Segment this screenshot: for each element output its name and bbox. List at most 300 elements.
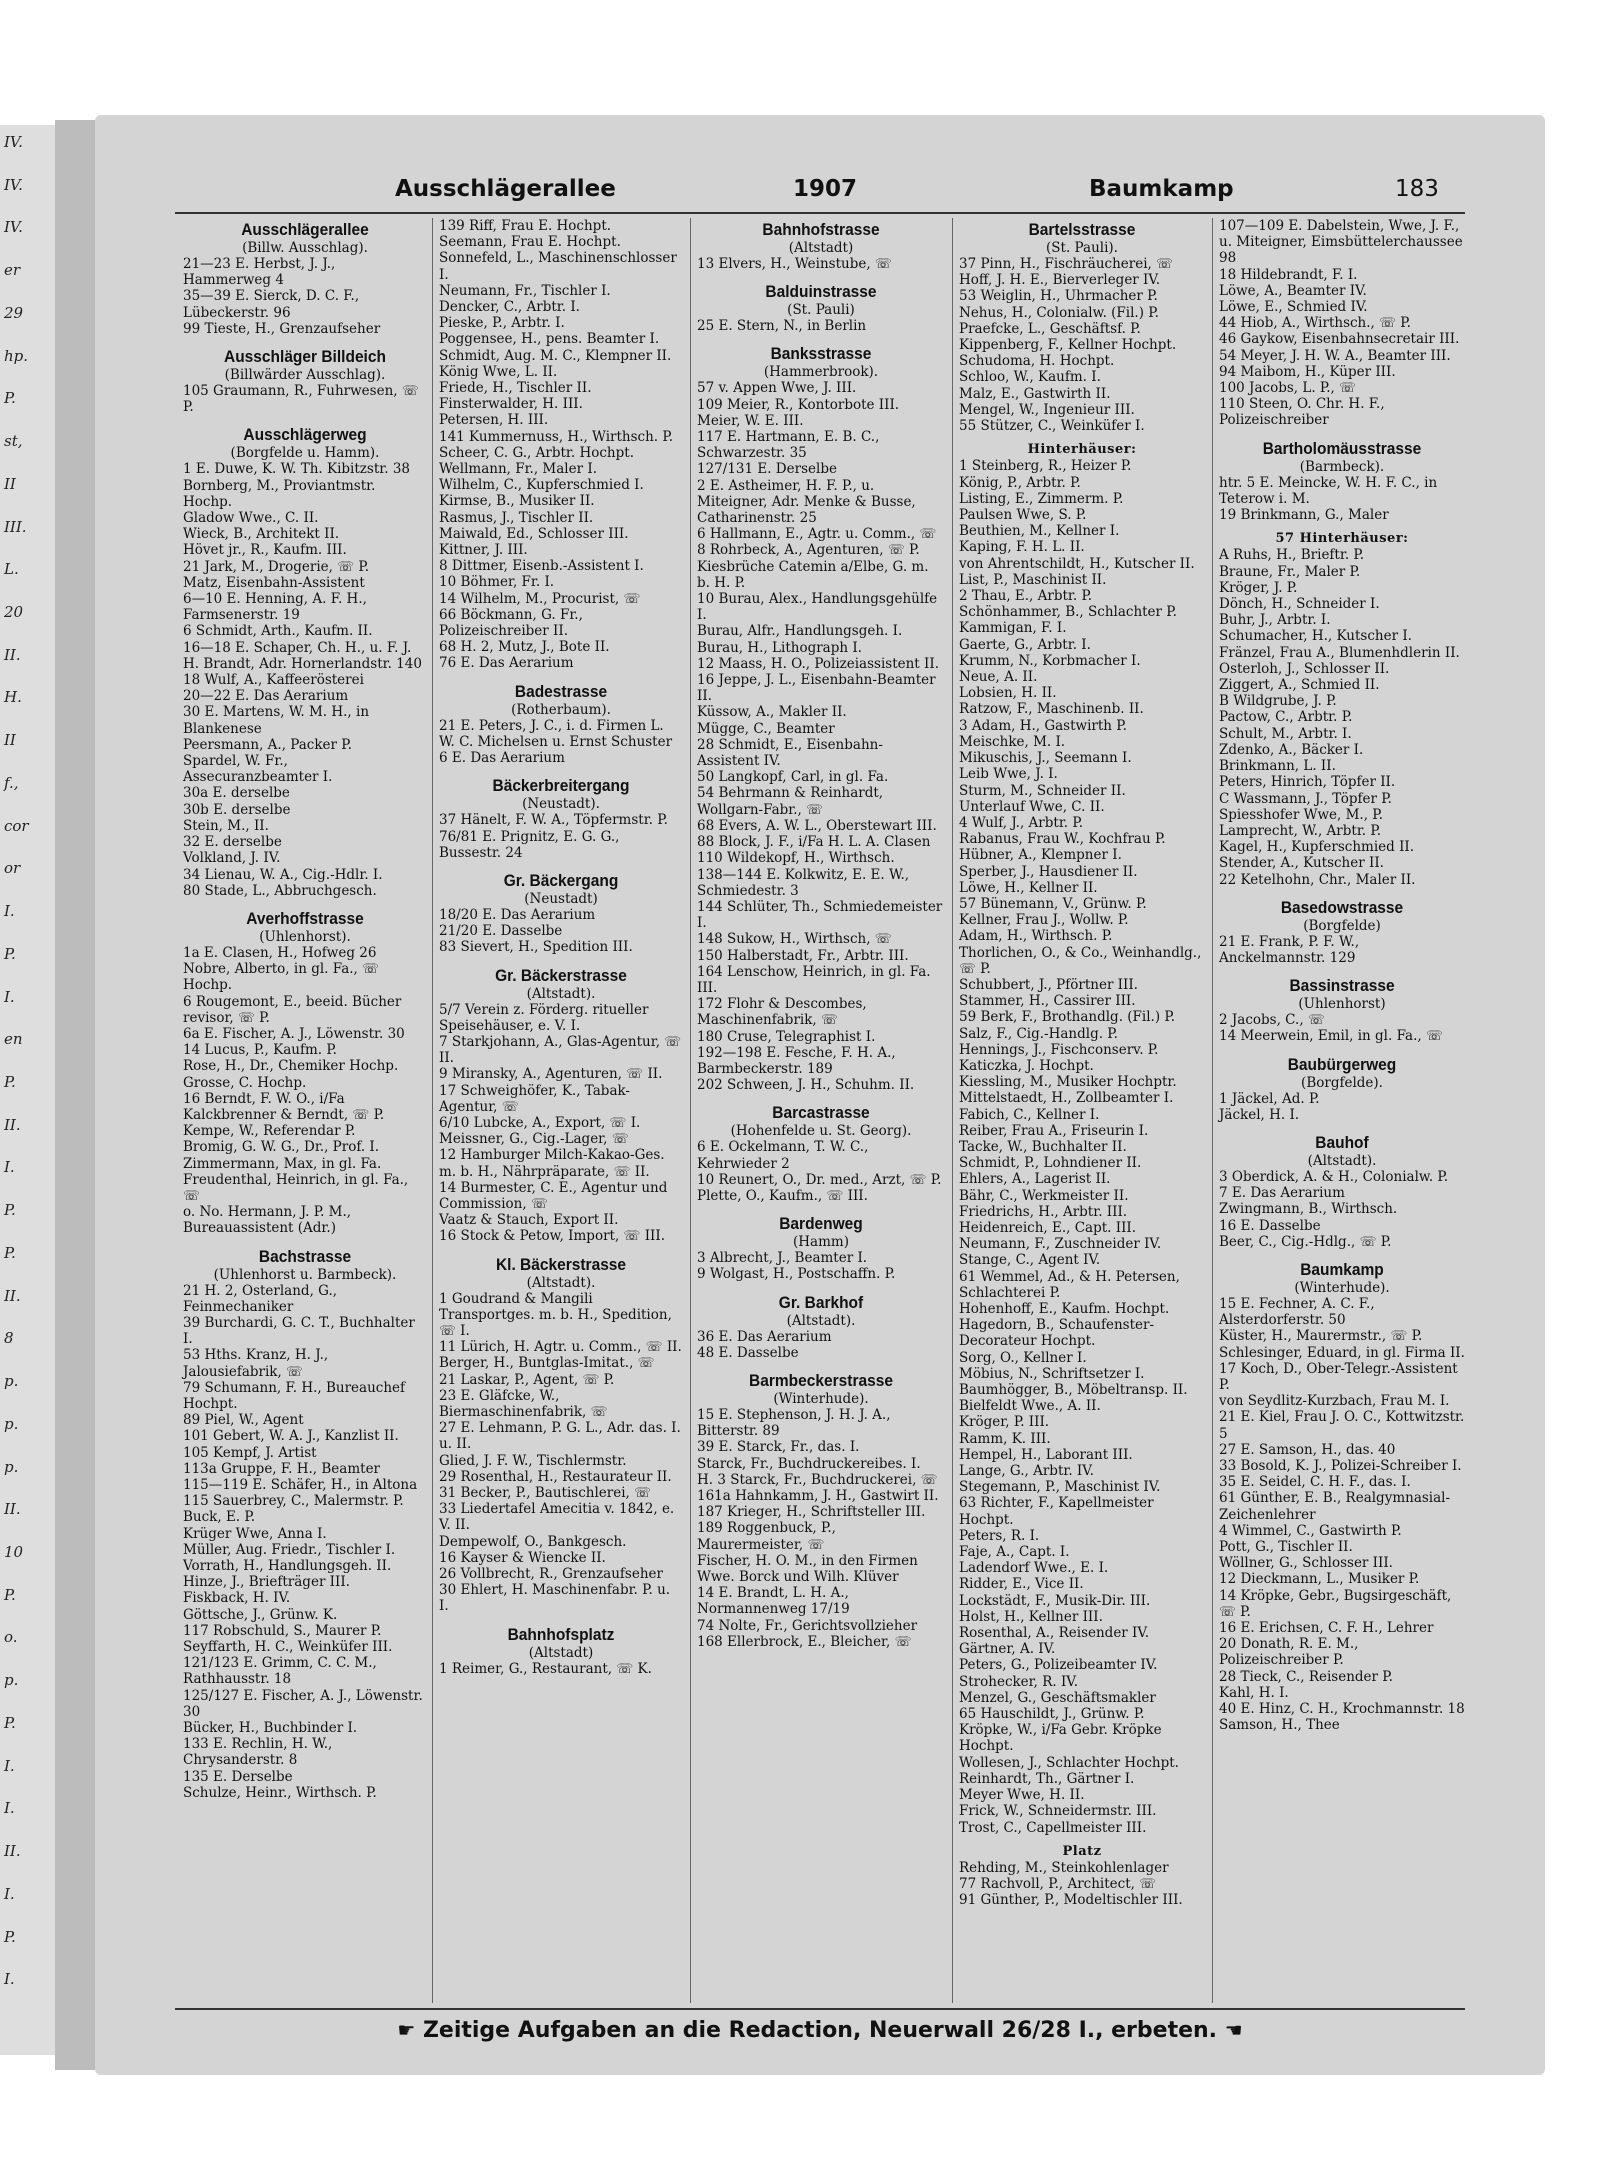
sub-heading: Hinterhäuser: — [1027, 442, 1137, 458]
header-street-to: Baumkamp — [1089, 176, 1234, 202]
directory-entry: Zimmermann, Max, in gl. Fa. — [183, 1155, 382, 1172]
street-heading: Bahnhofstrasse — [762, 221, 880, 240]
directory-entry: Löwe, H., Kellner II. — [959, 879, 1098, 896]
directory-entry: 115—119 E. Schäfer, H., in Altona — [183, 1477, 418, 1493]
directory-entry: Schloo, W., Kaufm. I. — [959, 369, 1101, 386]
directory-entry: Meyer Wwe, H. II. — [959, 1787, 1085, 1804]
directory-entry: 12 Maass, H. O., Polizeiassistent II. — [697, 655, 939, 672]
previous-page-fragment: p. — [4, 1671, 19, 1690]
directory-entry: Hövet jr., R., Kaufm. III. — [183, 542, 347, 559]
directory-entry: Rehding, M., Steinkohlenlager — [959, 1859, 1169, 1876]
directory-entry: Hohenhoff, E., Kaufm. Hochpt. — [959, 1301, 1170, 1317]
directory-entry: 5/7 Verein z. Förderg. ritueller Speisehäuser, e. V. I. — [439, 1001, 653, 1034]
pointing-hand-right-icon: ☛ — [397, 2018, 416, 2042]
directory-entry: 91 Günther, P., Modeltischler III. — [959, 1892, 1183, 1909]
block-spacer — [959, 1836, 1205, 1844]
directory-entry: Heidenreich, E., Capt. III. — [959, 1219, 1137, 1236]
directory-entry: 33 Liedertafel Amecitia v. 1842, e. V. II. — [439, 1501, 679, 1534]
directory-entry: 30 E. Martens, W. M. H., in Blankenese — [183, 704, 374, 737]
previous-page-fragment: P. — [4, 944, 16, 963]
directory-entry: Ramm, K. III. — [959, 1430, 1051, 1447]
block-spacer — [439, 1245, 683, 1253]
directory-entry: Petersen, H. III. — [439, 412, 549, 429]
directory-entry: Mügge, C., Beamter — [697, 720, 835, 737]
directory-entry: 34 Lienau, W. A., Cig.-Hdlr. I. — [183, 866, 383, 883]
directory-entry: Hinze, J., Briefträger III. — [183, 1574, 350, 1591]
directory-entry: Pactow, C., Arbtr. P. — [1219, 709, 1353, 726]
directory-entry: Meissner, G., Cig.-Lager, ☏ — [439, 1131, 629, 1148]
street-district: (Hamm) — [793, 1234, 849, 1251]
directory-entry: Ridder, E., Vice II. — [959, 1576, 1084, 1593]
previous-page-fragment: H. — [4, 688, 22, 707]
directory-column-3 — [694, 218, 948, 2003]
directory-entry: Gärtner, A. IV. — [959, 1641, 1056, 1658]
directory-entry: 1 Steinberg, R., Heizer P. — [959, 458, 1132, 475]
directory-entry: Kippenberg, F., Kellner Hochpt. — [959, 337, 1177, 354]
previous-page-fragment: II. — [4, 1500, 21, 1519]
directory-entry: 21/20 E. Dasselbe — [439, 923, 563, 940]
directory-entry: 150 Halberstadt, Fr., Arbtr. III. — [697, 947, 909, 964]
directory-entry: Peters, Hinrich, Töpfer II. — [1219, 774, 1396, 791]
directory-entry: B Wildgrube, J. P. — [1219, 693, 1337, 710]
directory-entry: Jäckel, H. I. — [1219, 1106, 1300, 1123]
directory-entry: 23 E. Gläfcke, W., Biermaschinenfabrik, ☏ — [439, 1387, 608, 1420]
directory-entry: Sonnefeld, L., Maschinenschlosser I. — [439, 250, 682, 283]
directory-entry: 14 Wilhelm, M., Procurist, ☏ — [439, 590, 641, 607]
directory-entry: 6 E. Ockelmann, T. W. C., Kehrwieder 2 — [697, 1139, 873, 1172]
block-spacer — [1219, 966, 1465, 974]
directory-entry: 57 v. Appen Wwe, J. III. — [697, 380, 857, 397]
directory-entry: A Ruhs, H., Brieftr. P. — [1219, 547, 1365, 564]
previous-page-fragment: II — [4, 731, 16, 750]
directory-entry: 74 Nolte, Fr., Gerichtsvollzieher — [697, 1617, 918, 1634]
street-heading: Baubürgerweg — [1287, 1056, 1397, 1074]
directory-entry: 7 E. Das Aerarium — [1219, 1185, 1345, 1202]
directory-entry: Stender, A., Kutscher II. — [1219, 855, 1384, 872]
directory-entry: Leib Wwe, J. I. — [959, 766, 1058, 783]
directory-entry: 187 Krieger, H., Schriftsteller III. — [697, 1504, 926, 1521]
directory-entry: von Ahrentschildt, H., Kutscher II. — [959, 555, 1195, 572]
directory-entry: 115 Sauerbrey, C., Malermstr. P. — [183, 1493, 404, 1510]
directory-entry: Rose, H., Dr., Chemiker Hochp. — [183, 1058, 399, 1075]
directory-entry: Vaatz & Stauch, Export II. — [439, 1212, 619, 1229]
directory-entry: 117 Robschuld, S., Maurer P. — [183, 1622, 382, 1639]
street-district: (Altstadt). — [1307, 1152, 1377, 1169]
directory-entry: Schulze, Heinr., Wirthsch. P. — [183, 1784, 377, 1801]
street-district: (Borgfelde) — [1303, 917, 1381, 934]
directory-entry: 107—109 E. Dabelstein, Wwe, J. F., u. Miteigner, Eimsbüttelerchaussee 98 — [1219, 218, 1467, 267]
directory-entry: 164 Lenschow, Heinrich, in gl. Fa. III. — [697, 963, 935, 996]
directory-entry: 61 Günther, E. B., Realgymnasial-Zeichenlehrer — [1219, 1490, 1451, 1523]
directory-entry: Thorlichen, O., & Co., Weinhandlg., ☏ P. — [959, 944, 1206, 977]
previous-page-fragment: II. — [4, 1115, 21, 1134]
directory-entry: 4 Wimmel, C., Gastwirth P. — [1219, 1522, 1402, 1539]
column-divider — [1212, 218, 1213, 2003]
directory-entry: Listing, E., Zimmerm. P. — [959, 490, 1124, 507]
directory-entry: Lobsien, H. II. — [959, 685, 1057, 702]
block-spacer — [439, 1677, 683, 1685]
street-district: (Barmbeck). — [1299, 458, 1385, 475]
directory-entry: 32 E. derselbe — [183, 834, 282, 851]
directory-entry: 18 Wulf, A., Kaffeerösterei — [183, 672, 364, 689]
directory-entry: Zdenko, A., Bäcker I. — [1219, 741, 1364, 758]
directory-entry: Peters, R. I. — [959, 1527, 1040, 1544]
previous-page-fragment: f., — [4, 773, 19, 792]
directory-entry: Mittelstaedt, H., Zollbeamter I. — [959, 1090, 1174, 1107]
directory-entry: Burau, Alfr., Handlungsgeh. I. — [697, 623, 903, 640]
directory-entry: 180 Cruse, Telegraphist I. — [697, 1028, 876, 1045]
previous-page-fragment: P. — [4, 1243, 16, 1262]
previous-page-fragment: P. — [4, 1073, 16, 1091]
street-heading: Ausschlägerallee — [241, 221, 369, 240]
directory-entry: Nobre, Alberto, in gl. Fa., ☏ Hochp. — [183, 961, 384, 994]
directory-entry: 40 E. Hinz, C. H., Krochmannstr. 18 — [1219, 1701, 1465, 1718]
directory-entry: 8 Rohrbeck, A., Agenturen, ☏ P. — [697, 542, 920, 559]
directory-entry: 25 E. Stern, N., in Berlin — [697, 318, 867, 335]
street-heading: Bahnhofsplatz — [507, 1626, 615, 1645]
previous-page-fragment: II. — [4, 1286, 21, 1305]
directory-entry: Rasmus, J., Tischler II. — [439, 509, 594, 526]
street-district: (Borgfelde). — [1301, 1074, 1383, 1091]
directory-entry: Grosse, C. Hochp. — [183, 1074, 307, 1091]
directory-entry: 15 E. Stephenson, J. H. J. A., Bitterstr. 89 — [697, 1406, 895, 1440]
street-heading: Balduinstrasse — [765, 283, 877, 302]
directory-entry: Pieske, P., Arbtr. I. — [439, 315, 565, 332]
directory-entry: Kagel, H., Kupferschmied II. — [1219, 839, 1415, 856]
directory-entry: 21 E. Kiel, Frau J. O. C., Kottwitzstr. 5 — [1219, 1409, 1469, 1442]
street-heading: Barcastrasse — [772, 1104, 870, 1123]
street-heading: Bartholomäusstrasse — [1262, 440, 1422, 459]
directory-entry: 6 Rougemont, E., beeid. Bücher revisor, ☏ P. — [183, 993, 406, 1026]
street-heading: Ausschlägerweg — [243, 426, 367, 445]
directory-entry: 18/20 E. Das Aerarium — [439, 906, 596, 923]
directory-entry: Baumhögger, B., Möbeltransp. II. — [959, 1382, 1188, 1399]
directory-entry: 6a E. Fischer, A. J., Löwenstr. 30 — [183, 1025, 405, 1042]
directory-entry: Mengel, W., Ingenieur III. — [959, 401, 1135, 418]
directory-entry: 133 E. Rechlin, H. W., Chrysanderstr. 8 — [183, 1736, 337, 1769]
directory-entry: Frick, W., Schneidermstr. III. — [959, 1803, 1157, 1820]
block-spacer — [439, 1615, 683, 1623]
directory-entry: Plette, O., Kaufm., ☏ III. — [697, 1187, 868, 1204]
directory-entry: Schlesinger, Eduard, in gl. Firma II. — [1219, 1344, 1465, 1361]
directory-entry: Sperber, J., Hausdiener II. — [959, 863, 1138, 880]
directory-entry: Schubbert, J., Pförtner III. — [959, 976, 1138, 993]
previous-page-fragment: cor — [4, 816, 29, 835]
footer-notice: Zeitige Aufgaben an die Redaction, Neuerwall 26/28 I., erbeten. — [422, 2018, 1218, 2043]
directory-entry: 1 E. Duwe, K. W. Th. Kibitzstr. 38 — [183, 461, 410, 478]
directory-entry: Seemann, Frau E. Hochpt. — [439, 234, 621, 251]
street-district: (Billw. Ausschlag). — [242, 240, 368, 256]
directory-entry: Wollesen, J., Schlachter Hochpt. — [959, 1754, 1179, 1771]
directory-entry: Kammigan, F. I. — [959, 620, 1067, 637]
block-spacer — [439, 766, 683, 774]
directory-entry: Bornberg, M., Proviantmstr. Hochp. — [183, 477, 380, 510]
directory-entry: Möbius, N., Schriftsetzer I. — [959, 1365, 1145, 1382]
directory-entry: Küssow, A., Makler II. — [697, 704, 847, 721]
previous-page-fragment: I. — [4, 1756, 15, 1775]
directory-entry: Zwingmann, B., Wirthsch. — [1219, 1201, 1398, 1218]
directory-entry: 77 Rachvoll, P., Architect, ☏ — [959, 1876, 1157, 1893]
directory-entry: Osterloh, J., Schlosser II. — [1219, 660, 1390, 677]
directory-entry: Finsterwalder, H. III. — [439, 396, 583, 413]
block-spacer — [1219, 523, 1465, 531]
directory-entry: Samson, H., Thee — [1219, 1717, 1340, 1734]
directory-entry: 2 Thau, E., Arbtr. P. — [959, 588, 1093, 605]
directory-entry: 110 Steen, O. Chr. H. F., Polizeischreiber — [1219, 396, 1389, 429]
street-district: (Uhlenhorst) — [1298, 996, 1386, 1013]
street-heading: Bardenweg — [779, 1215, 863, 1234]
directory-entry: 18 Hildebrandt, F. I. — [1219, 266, 1358, 283]
block-spacer — [1219, 429, 1465, 437]
block-spacer — [697, 1093, 945, 1101]
previous-page-fragment: P. — [4, 1585, 16, 1604]
street-district: (Winterhude). — [773, 1390, 869, 1407]
directory-entry: Scheer, C. G., Arbtr. Hochpt. — [439, 444, 634, 461]
directory-entry: Malz, E., Gastwirth II. — [959, 385, 1111, 402]
directory-entry: 4 Wulf, J., Arbtr. P. — [959, 814, 1084, 831]
directory-entry: 15 E. Fechner, A. C. F., Alsterdorferstr. 50 — [1219, 1295, 1379, 1329]
directory-entry: 88 Block, J. F., i/Fa H. L. A. Clasen — [697, 834, 931, 851]
street-heading: Kl. Bäckerstrasse — [495, 1256, 627, 1274]
street-district: (Uhlenhorst u. Barmbeck). — [213, 1266, 397, 1283]
header-year: 1907 — [793, 176, 858, 202]
directory-entry: Freudenthal, Heinrich, in gl. Fa., ☏ — [183, 1171, 413, 1204]
street-district: (Winterhude). — [1294, 1279, 1390, 1296]
directory-entry: Buck, E. P. — [183, 1509, 256, 1526]
directory-entry: 101 Gebert, W. A. J., Kanzlist II. — [183, 1428, 399, 1445]
column-divider — [690, 218, 691, 2003]
directory-entry: Starck, Fr., Buchdruckereibes. I. — [697, 1455, 921, 1472]
directory-entry: Friedrichs, H., Arbtr. III. — [959, 1203, 1128, 1220]
directory-entry: Schmidt, P., Lohndiener II. — [959, 1155, 1142, 1172]
directory-entry: 21 E. Frank, P. F. W., Anckelmannstr. 129 — [1219, 933, 1364, 966]
directory-entry: Löwe, A., Beamter IV. — [1219, 282, 1367, 299]
directory-entry: Faje, A., Capt. I. — [959, 1544, 1070, 1561]
directory-entry: 21 E. Peters, J. C., i. d. Firmen L. W. C. Michelsen u. Ernst Schuster — [439, 717, 673, 750]
directory-entry: Spardel, W. Fr., Assecuranzbeamter I. — [183, 753, 333, 786]
directory-entry: 16 Berndt, F. W. O., i/Fa Kalckbrenner & Berndt, ☏ P. — [183, 1090, 385, 1123]
directory-entry: 3 Oberdick, A. & H., Colonialw. P. — [1219, 1168, 1449, 1185]
previous-page-fragment: P. — [4, 1713, 16, 1732]
previous-page-fragment: P. — [4, 1201, 16, 1220]
directory-entry: Schmidt, Aug. M. C., Klempner II. — [439, 347, 672, 364]
directory-entry: Glied, J. F. W., Tischlermstr. — [439, 1452, 627, 1469]
previous-page-fragment: II. — [4, 645, 21, 664]
directory-entry: 83 Sievert, H., Spedition III. — [439, 939, 633, 956]
directory-entry: 2 Jacobs, C., ☏ — [1219, 1012, 1325, 1029]
directory-entry: Lamprecht, W., Arbtr. P. — [1219, 822, 1382, 839]
directory-entry: 35—39 E. Sierck, D. C. F., Lübeckerstr. 96 — [183, 288, 364, 321]
street-heading: Banksstrasse — [770, 345, 872, 364]
previous-page-fragment: 10 — [4, 1543, 24, 1561]
directory-entry: Fischer, H. O. M., in den Firmen Wwe. Borck und Wilh. Klüver — [697, 1552, 923, 1585]
directory-entry: 3 Adam, H., Gastwirth P. — [959, 717, 1127, 734]
directory-entry: 10 Böhmer, Fr. I. — [439, 574, 555, 591]
block-spacer — [183, 415, 427, 423]
previous-page-fragment: I. — [4, 1970, 15, 1989]
directory-entry: 16 Stock & Petow, Import, ☏ III. — [439, 1228, 665, 1245]
directory-entry: Hoff, J. H. E., Bierverleger IV. — [959, 272, 1161, 289]
block-spacer — [183, 337, 427, 345]
directory-entry: Fiskback, H. IV. — [183, 1590, 291, 1607]
directory-entry: Lange, G., Arbtr. IV. — [959, 1463, 1094, 1480]
directory-entry: Krumm, N., Korbmacher I. — [959, 652, 1141, 669]
header-rule — [175, 212, 1465, 214]
directory-entry: 48 E. Dasselbe — [697, 1344, 799, 1361]
street-heading: Bartelsstrasse — [1028, 221, 1136, 240]
block-spacer — [697, 272, 945, 280]
street-district: (Altstadt) — [528, 1644, 594, 1661]
directory-entry: 17 Koch, D., Ober-Telegr.-Assistent P. — [1219, 1360, 1463, 1393]
directory-entry: 6 E. Das Aerarium — [439, 750, 565, 767]
street-district: (Altstadt). — [786, 1312, 856, 1329]
directory-entry: 144 Schlüter, Th., Schmiedemeister I. — [697, 898, 947, 932]
block-spacer — [697, 1204, 945, 1212]
page-footer — [175, 2012, 1465, 2048]
block-spacer — [183, 1801, 427, 1809]
directory-entry: Wilhelm, C., Kupferschmied I. — [439, 477, 644, 494]
directory-entry: 125/127 E. Fischer, A. J., Löwenstr. 30 — [183, 1687, 428, 1720]
directory-entry: Poggensee, H., pens. Beamter I. — [439, 331, 660, 348]
directory-entry: 30b E. derselbe — [183, 801, 291, 818]
directory-entry: Bielfeldt Wwe., A. II. — [959, 1398, 1101, 1415]
directory-entry: Friede, H., Tischler II. — [439, 380, 592, 397]
directory-entry: 27 E. Lehmann, P. G. L., Adr. das. I. u. II. — [439, 1420, 686, 1453]
directory-entry: 1 Jäckel, Ad. P. — [1219, 1090, 1320, 1107]
directory-entry: Schudoma, H. Hochpt. — [959, 353, 1115, 370]
previous-page-fragment: hp. — [4, 346, 29, 365]
block-spacer — [439, 861, 683, 869]
directory-entry: 14 E. Brandt, L. H. A., Normannenweg 17/19 — [697, 1585, 854, 1618]
directory-entry: Dönch, H., Schneider I. — [1219, 596, 1380, 613]
directory-entry: 65 Hauschildt, J., Grünw. P. — [959, 1706, 1145, 1723]
directory-entry: 76/81 E. Prignitz, E. G. G., Bussestr. 24 — [439, 828, 624, 861]
directory-entry: 76 E. Das Aerarium — [439, 655, 574, 672]
directory-entry: 37 Hänelt, F. W. A., Töpfermstr. P. — [439, 812, 668, 829]
directory-entry: Ratzow, F., Maschinenb. II. — [959, 701, 1144, 718]
directory-entry: König Wwe, L. II. — [439, 363, 558, 380]
directory-entry: 68 H. 2, Mutz, J., Bote II. — [439, 639, 610, 656]
directory-entry: 6—10 E. Henning, A. F. H., Farmsenerstr. 19 — [183, 591, 372, 624]
directory-entry: 1a E. Clasen, H., Hofweg 26 — [183, 944, 377, 961]
street-district: (Billwärder Ausschlag). — [224, 367, 386, 384]
directory-entry: Buhr, J., Arbtr. I. — [1219, 612, 1331, 629]
directory-entry: Bähr, C., Werkmeister II. — [959, 1187, 1129, 1204]
street-heading: Averhoffstrasse — [246, 910, 364, 929]
directory-entry: Kirmse, B., Musiker II. — [439, 493, 595, 510]
directory-entry: 20—22 E. Das Aerarium — [183, 688, 349, 705]
pointing-hand-left-icon: ☚ — [1224, 2018, 1243, 2042]
directory-entry: Hagedorn, B., Schaufenster-Decorateur Hochpt. — [959, 1317, 1155, 1350]
block-spacer — [697, 1650, 945, 1658]
street-district: (Neustadt) — [524, 890, 598, 907]
directory-entry: 50 Langkopf, Carl, in gl. Fa. — [697, 769, 889, 786]
block-spacer — [959, 1909, 1205, 1917]
directory-entry: 61 Wemmel, Ad., & H. Petersen, Schlachterei P. — [959, 1268, 1185, 1301]
directory-entry: 16 Kayser & Wiencke II. — [439, 1549, 606, 1566]
directory-entry: Neumann, F., Zuschneider IV. — [959, 1236, 1162, 1253]
street-district: (Altstadt). — [526, 1274, 596, 1291]
directory-entry: 172 Flohr & Descombes, Maschinenfabrik, ☏ — [697, 996, 871, 1029]
column-divider — [432, 218, 433, 2003]
block-spacer — [697, 1361, 945, 1369]
directory-entry: Tacke, W., Buchhalter II. — [959, 1138, 1127, 1155]
directory-entry: Kröger, P. III. — [959, 1414, 1050, 1431]
directory-entry: 30 Ehlert, H. Maschinenfabr. P. u. I. — [439, 1582, 675, 1615]
directory-entry: 46 Gaykow, Eisenbahnsecretair III. — [1219, 331, 1460, 348]
directory-column-4 — [956, 218, 1208, 2003]
previous-page-fragment: p. — [4, 1372, 19, 1391]
previous-page-fragment: I. — [4, 902, 15, 921]
directory-entry: Vorrath, H., Handlungsgeh. II. — [183, 1558, 392, 1575]
directory-entry: o. No. Hermann, J. P. M., Bureauassistent (Adr.) — [183, 1204, 356, 1237]
directory-entry: 28 Tieck, C., Reisender P. — [1219, 1668, 1393, 1685]
previous-page-fragment: P. — [4, 1927, 16, 1946]
footer-rule — [175, 2008, 1465, 2010]
directory-entry: 189 Roggenbuck, P., Maurermeister, ☏ — [697, 1520, 841, 1553]
directory-entry: 12 Dieckmann, L., Musiker P. — [1219, 1571, 1420, 1588]
directory-entry: 35 E. Seidel, C. H. F., das. I. — [1219, 1474, 1411, 1491]
directory-entry: Fabich, C., Kellner I. — [959, 1106, 1100, 1123]
directory-entry: 14 Meerwein, Emil, in gl. Fa., ☏ — [1219, 1028, 1443, 1045]
block-spacer — [183, 1237, 427, 1245]
block-spacer — [439, 672, 683, 680]
directory-entry: 16—18 E. Schaper, Ch. H., u. F. J. H. Brandt, Adr. Hornerlandstr. 140 — [183, 639, 422, 672]
sub-heading: 57 Hinterhäuser: — [1275, 531, 1409, 547]
directory-entry: Lockstädt, F., Musik-Dir. III. — [959, 1592, 1151, 1609]
street-district: (Borgfelde u. Hamm). — [230, 445, 380, 462]
directory-entry: Paulsen Wwe, S. P. — [959, 507, 1087, 524]
directory-entry: Stein, M., II. — [183, 817, 269, 834]
directory-entry: 44 Hiob, A., Wirthsch., ☏ P. — [1219, 315, 1411, 332]
directory-entry: Mikuschis, J., Seemann I. — [959, 750, 1132, 767]
directory-entry: Peersmann, A., Packer P. — [183, 736, 352, 753]
block-spacer — [697, 334, 945, 342]
directory-entry: Göttsche, J., Grünw. K. — [183, 1606, 338, 1623]
directory-entry: 66 Böckmann, G. Fr., Polizeischreiber II. — [439, 606, 588, 640]
directory-entry: 30a E. derselbe — [183, 785, 290, 802]
previous-page-edge — [0, 125, 57, 2055]
directory-entry: 28 Schmidt, E., Eisenbahn-Assistent IV. — [697, 736, 883, 770]
directory-entry: 36 E. Das Aerarium — [697, 1328, 832, 1345]
directory-entry: 16 E. Erichsen, C. F. H., Lehrer — [1219, 1620, 1434, 1637]
directory-entry: Holst, H., Kellner III. — [959, 1608, 1103, 1625]
street-heading: Gr. Bäckergang — [503, 872, 619, 891]
street-district: (Rotherbaum). — [511, 701, 611, 718]
directory-entry: Wieck, B., Architekt II. — [183, 526, 340, 543]
directory-entry: Stammer, H., Cassirer III. — [959, 993, 1136, 1010]
directory-entry: Pott, G., Tischler II. — [1219, 1539, 1353, 1555]
directory-entry: 22 Ketelhohn, Chr., Maler II. — [1219, 871, 1416, 888]
directory-column-2 — [436, 218, 686, 2003]
directory-entry: 39 Burchardi, G. C. T., Buchhalter I. — [183, 1314, 420, 1348]
directory-entry: Löwe, E., Schmied IV. — [1219, 299, 1368, 316]
directory-entry: Burau, H., Lithograph I. — [697, 639, 862, 656]
directory-entry: htr. 5 E. Meincke, W. H. F. C., in Teterow i. M. — [1219, 474, 1442, 507]
street-district: (Neustadt). — [522, 796, 600, 813]
directory-entry: 27 E. Samson, H., das. 40 — [1219, 1441, 1396, 1458]
directory-entry: 141 Kummernuss, H., Wirthsch. P. — [439, 428, 673, 445]
directory-entry: 54 Behrmann & Reinhardt, Wollgarn-Fabr., ☏ — [697, 785, 888, 818]
directory-entry: Stegemann, P., Maschinist IV. — [959, 1479, 1161, 1496]
directory-entry: 168 Ellerbrock, E., Bleicher, ☏ — [697, 1633, 912, 1650]
directory-entry: 9 Wolgast, H., Postschaffn. P. — [697, 1266, 896, 1283]
directory-entry: 55 Stützer, C., Weinküfer I. — [959, 418, 1145, 435]
directory-entry: 10 Burau, Alex., Handlungsgehülfe I. — [697, 591, 942, 624]
previous-page-fragment: I. — [4, 1799, 15, 1818]
directory-entry: 14 Lucus, P., Kaufm. P. — [183, 1042, 337, 1059]
directory-entry: Hennings, J., Fischconserv. P. — [959, 1041, 1159, 1058]
